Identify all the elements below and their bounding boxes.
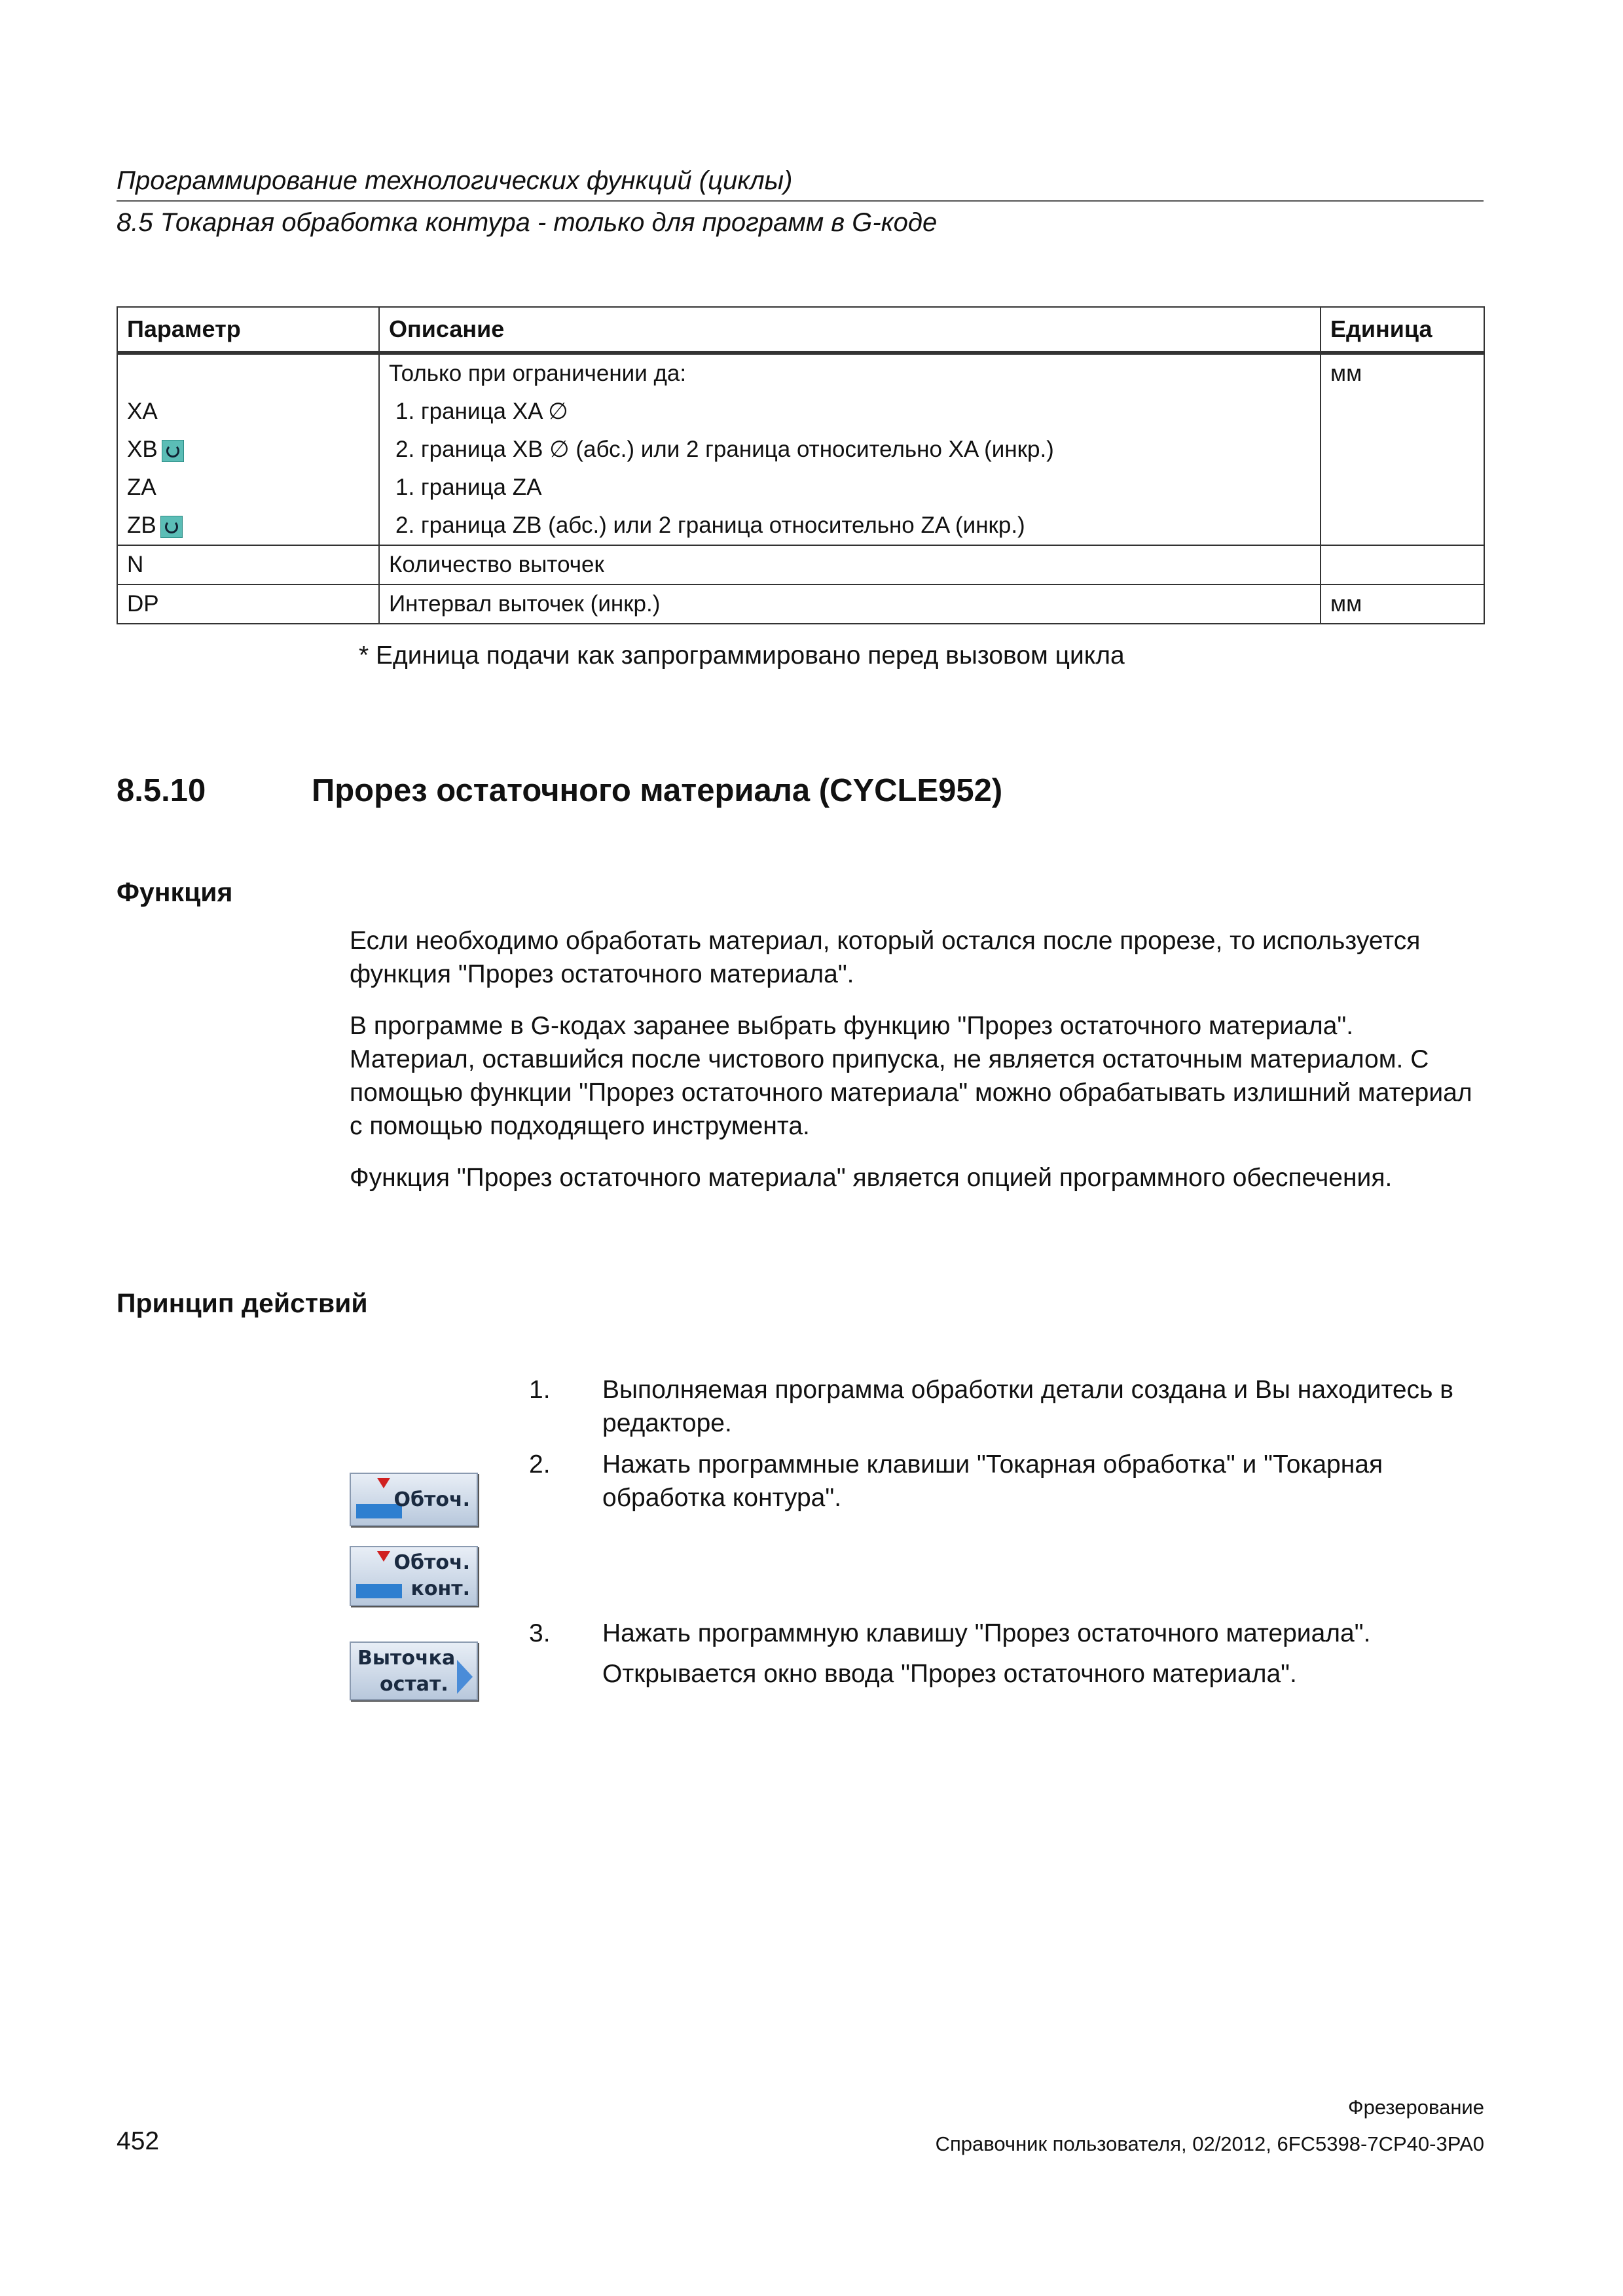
function-paragraph: В программе в G-кодах заранее выбрать функцию "Прорез остаточного материала". Материал, оставшийся после чистового припуска, не является остаточным материалом. С помощью функции "Прорез остаточного материала" можно обрабатывать излишний материал с помощью подходящего инструмента.: [350, 1012, 1472, 1140]
step-text: Нажать программную клавишу "Прорез остаточного материала".: [602, 1619, 1371, 1647]
function-paragraph: Функция "Прорез остаточного материала" является опцией программного обеспечения.: [350, 1164, 1393, 1192]
unit-cell: [1321, 545, 1484, 584]
footer-title: Фрезерование: [1348, 2096, 1484, 2119]
header-param: Параметр: [117, 307, 379, 353]
header-unit: Единица: [1321, 307, 1484, 353]
contour-turning-softkey[interactable]: [350, 1546, 478, 1606]
param-zb: ZB: [127, 507, 369, 545]
description-line: 1. граница ZA: [395, 475, 542, 500]
step-number: 2.: [529, 1450, 551, 1479]
param-xa: XA: [127, 399, 158, 424]
param-cell: N: [117, 545, 379, 584]
header-description: Описание: [379, 307, 1321, 353]
running-header: [117, 164, 1484, 240]
softkey-label: Обточ.: [393, 1488, 470, 1511]
step-text: Нажать программные клавиши "Токарная обработка" и "Токарная обработка контура".: [602, 1450, 1383, 1512]
step-3: [529, 1617, 1485, 1695]
toggle-cycle-icon: [160, 516, 183, 538]
page-number: 452: [117, 2127, 160, 2155]
feed-unit-note: * Единица подачи как запрограммировано перед вызовом цикла: [359, 641, 1125, 670]
step-result: Открывается окно ввода "Прорез остаточного материала".: [602, 1660, 1297, 1688]
description-line: 2. граница XB ∅ (абс.) или 2 граница относительно XA (инкр.): [395, 437, 1054, 462]
param-xb: XB: [127, 431, 369, 469]
parameter-table: [117, 306, 1485, 624]
section-number: 8.5.10: [117, 773, 206, 808]
contour-tool-icon: [356, 1584, 402, 1598]
step-text: Выполняемая программа обработки детали создана и Вы находитесь в редакторе.: [602, 1376, 1453, 1437]
param-za: ZA: [127, 475, 156, 500]
param-cell: [117, 353, 379, 545]
function-heading: Функция: [117, 877, 233, 907]
principle-heading: Принцип действий: [117, 1288, 368, 1318]
table-row: [117, 353, 1484, 545]
description-cell: Интервал выточек (инкр.): [379, 584, 1321, 624]
description-line: Только при ограничении да:: [389, 361, 687, 386]
arrow-down-icon: [377, 1478, 390, 1488]
table-header-row: [117, 307, 1484, 353]
section-heading: [117, 772, 1002, 809]
description-line: 2. граница ZB (абс.) или 2 граница относительно ZA (инкр.): [395, 512, 1025, 538]
footer-manual: Справочник пользователя, 02/2012, 6FC5398-7CP40-3PA0: [935, 2132, 1484, 2155]
softkey-label: конт.: [410, 1577, 470, 1600]
function-paragraph: Если необходимо обработать материал, который остался после прорезе, то используется функция "Прорез остаточного материала".: [350, 927, 1421, 988]
description-line: 1. граница XA ∅: [395, 399, 568, 424]
softkey-label: остат.: [380, 1673, 448, 1696]
step-number: 3.: [529, 1619, 551, 1647]
section-title: Прорез остаточного материала (CYCLE952): [312, 773, 1003, 808]
section-path: 8.5 Токарная обработка контура - только для программ в G-коде: [117, 208, 938, 237]
param-cell: DP: [117, 584, 379, 624]
unit-cell: мм: [1321, 353, 1484, 545]
arrow-down-icon: [377, 1551, 390, 1562]
table-row: [117, 584, 1484, 624]
residual-grooving-softkey[interactable]: [350, 1641, 478, 1700]
arrow-right-icon: [457, 1660, 473, 1694]
step-2: [529, 1448, 1485, 1520]
unit-cell: мм: [1321, 584, 1484, 624]
description-cell: [379, 353, 1321, 545]
turning-softkey[interactable]: [350, 1473, 478, 1526]
softkey-label: Обточ.: [393, 1551, 470, 1574]
step-number: 1.: [529, 1376, 551, 1404]
table-row: [117, 545, 1484, 584]
param-blank: [127, 355, 369, 393]
step-1: [529, 1373, 1485, 1445]
chapter-title: Программирование технологических функций (циклы): [117, 166, 793, 195]
description-cell: Количество выточек: [379, 545, 1321, 584]
toggle-cycle-icon: [162, 440, 184, 462]
softkey-label: Выточка: [357, 1647, 456, 1670]
